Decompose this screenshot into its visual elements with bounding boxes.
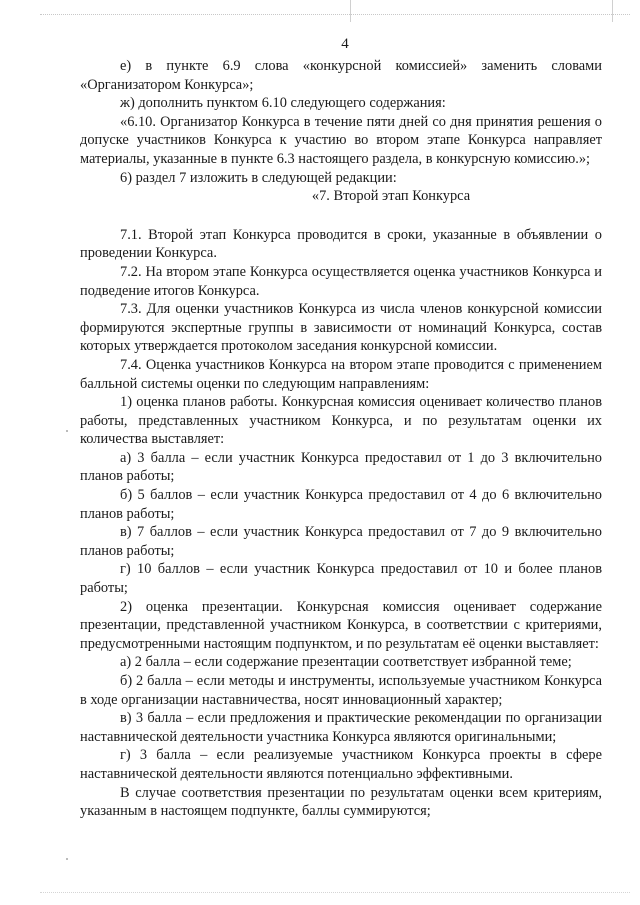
paragraph: В случае соответствия презентации по результатам оценки всем критериям, указанным в настоящем подпункте, баллы суммируются; bbox=[80, 784, 602, 820]
page-number: 4 bbox=[341, 36, 349, 52]
paragraph: «6.10. Организатор Конкурса в течение пяти дней со дня принятия решения о допуске участников Конкурса к участию во втором этапе Конкурса направляет материалы, указанные в пункте 6.3 настоящего раздела, в конкурсную комиссию.»; bbox=[80, 113, 602, 167]
scan-mark bbox=[350, 0, 351, 22]
paragraph: 7.3. Для оценки участников Конкурса из числа членов конкурсной комиссии формируются экспертные группы в зависимости от номинаций Конкурса, состав которых утверждается протоколом заседания конкурсной комиссии. bbox=[80, 301, 602, 355]
section-heading: «7. Второй этап Конкурса bbox=[311, 188, 471, 205]
paragraph: 7.1. Второй этап Конкурса проводится в сроки, указанные в объявлении о проведении Конкурса. bbox=[80, 226, 602, 262]
paragraph: 6) раздел 7 изложить в следующей редакции: bbox=[120, 169, 397, 186]
scan-border-top bbox=[40, 14, 630, 15]
paragraph: 7.2. На втором этапе Конкурса осуществляется оценка участников Конкурса и подведение итогов Конкурса. bbox=[80, 263, 602, 299]
paragraph: 1) оценка планов работы. Конкурсная комиссия оценивает количество планов работы, представленных участником Конкурса, и по результатам оценки их количества выставляет: bbox=[80, 394, 602, 448]
scan-border-bottom bbox=[40, 892, 630, 893]
paragraph: а) 3 балла – если участник Конкурса предоставил от 1 до 3 включительно планов работы; bbox=[80, 449, 602, 485]
paragraph: в) 7 баллов – если участник Конкурса предоставил от 7 до 9 включительно планов работы; bbox=[80, 524, 602, 559]
paragraph: 7.4. Оценка участников Конкурса на втором этапе проводится с применением балльной системы оценки по следующим направлениям: bbox=[80, 356, 602, 392]
paragraph: г) 10 баллов – если участник Конкурса предоставил от 10 и более планов работы; bbox=[80, 561, 602, 597]
paragraph: 2) оценка презентации. Конкурсная комиссия оценивает содержание презентации, представленной участником Конкурса, в соответствии с критериями, предусмотренными настоящим подпунктом, и по результатам её оценки выставляет: bbox=[80, 598, 602, 652]
paragraph: а) 2 балла – если содержание презентации соответствует избранной теме; bbox=[120, 654, 572, 671]
paragraph: в) 3 балла – если предложения и практические рекомендации по организации наставнической деятельности участника Конкурса являются оригинальными; bbox=[80, 710, 602, 745]
paragraph: е) в пункте 6.9 слова «конкурсной комиссией» заменить словами «Организатором Конкурса»; bbox=[80, 58, 602, 93]
paragraph: б) 5 баллов – если участник Конкурса предоставил от 4 до 6 включительно планов работы; bbox=[80, 487, 602, 522]
paragraph: б) 2 балла – если методы и инструменты, используемые участником Конкурса в ходе организации наставничества, носят инновационный характер; bbox=[80, 673, 602, 708]
document-body bbox=[80, 57, 602, 821]
scan-mark bbox=[612, 0, 613, 22]
paragraph: ж) дополнить пунктом 6.10 следующего содержания: bbox=[120, 95, 446, 112]
scan-speck bbox=[66, 858, 68, 860]
paragraph: г) 3 балла – если реализуемые участником Конкурса проекты в сфере наставнической деятельности являются потенциально эффективными. bbox=[80, 747, 602, 782]
scan-speck bbox=[66, 430, 68, 432]
